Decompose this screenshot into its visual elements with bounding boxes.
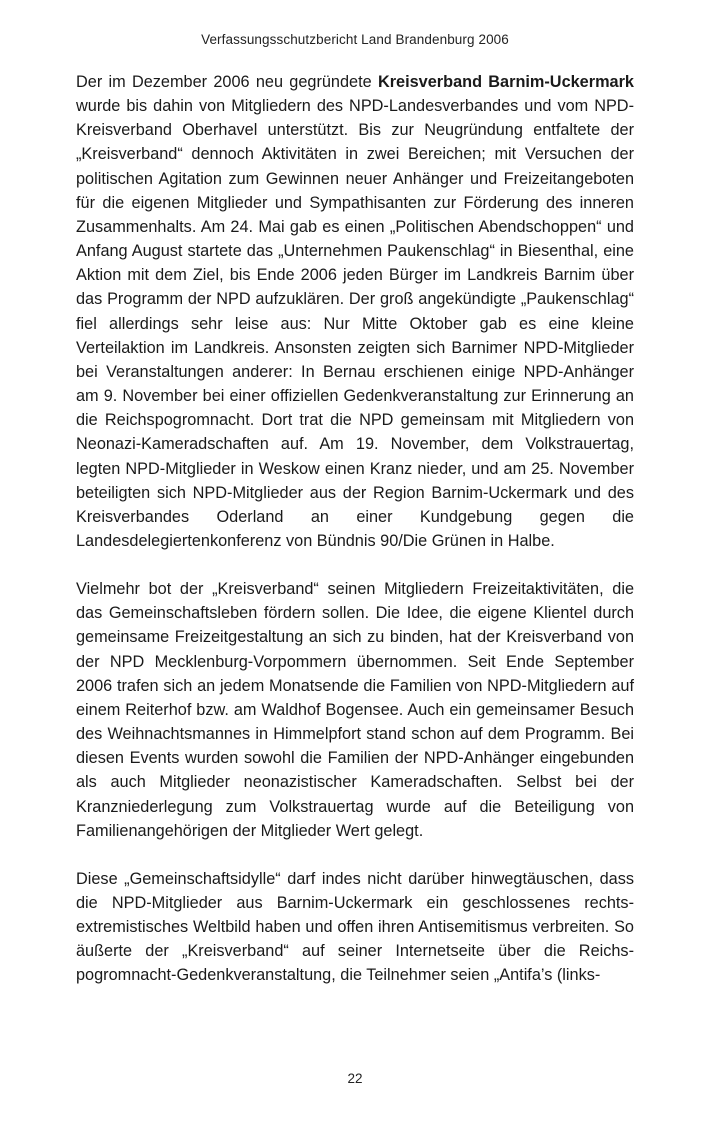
paragraph-1-intro: Der im Dezember 2006 neu gegründete — [76, 73, 378, 91]
body-text — [76, 70, 634, 988]
page-number: 22 — [347, 1071, 363, 1086]
paragraph-1-text: wurde bis dahin von Mitgliedern des NPD-Landesverbandes und vom NPD-Kreisverband Oberhavel unterstützt. Bis zur Neugründung entfaltete der „Kreisverband“ dennoch Aktivitäten in zwei Bereichen; mit Versuchen der politischen Agitation zum Gewinnen neuer Anhänger und Freizeitangeboten für die eigenen Mitglieder und Sympathisanten zur Förderung des inneren Zusammenhalts. Am 24. Mai gab es einen „Politischen Abendschoppen“ und Anfang August startete das „Unternehmen Paukenschlag“ in Biesenthal, eine Aktion mit dem Ziel, bis Ende 2006 jeden Bürger im Landkreis Barnim über das Programm der NPD aufzuklären. Der groß angekündigte „Paukenschlag“ fiel allerdings sehr leise aus: Nur Mitte Oktober gab es eine kleine Verteilaktion im Landkreis. Ansonsten zeigten sich Barnimer NPD-Mitglieder bei Veranstaltungen anderer: In Bernau erschienen einige NPD-Anhänger am 9. November bei einer offiziellen Gedenkveranstaltung zur Erinnerung an die Reichspogromnacht. Dort trat die NPD gemeinsam mit Mitgliedern von Neonazi-Kameradschaften auf. Am 19. November, dem Volkstrauertag, legten NPD-Mitglieder in Weskow einen Kranz nieder, und am 25. November beteiligten sich NPD-Mitglieder aus der Region Barnim-Uckermark und des Kreisverbandes Oderland an einer Kundgebung gegen die Landesdelegiertenkonferenz von Bündnis 90/Die Grünen in Halbe. — [76, 97, 634, 550]
paragraph-1-bold-term: Kreisverband Barnim-Uckermark — [377, 73, 634, 91]
paragraph-1 — [76, 70, 634, 553]
paragraph-3: Diese „Gemeinschaftsidylle“ darf indes nicht darüber hinwegtäuschen, dass die NPD-Mitglieder aus Barnim-Uckermark ein geschlossenes rechtsextremistisches Weltbild haben und offen ihren Antisemitismus verbreiten. So äußerte der „Kreisverband“ auf seiner Internetseite über die Reichspogromnacht-Gedenkveranstaltung, die Teilnehmer seien „Antifa’s (links- — [76, 869, 634, 985]
running-header: Verfassungsschutzbericht Land Brandenburg 2006 — [201, 32, 509, 47]
paragraph-2: Vielmehr bot der „Kreisverband“ seinen Mitgliedern Freizeitaktivitäten, die das Gemeinschaftsleben fördern sollen. Die Idee, die eigene Klientel durch gemeinsame Freizeitgestaltung an sich zu binden, hat der Kreisverband von der NPD Mecklenburg-Vorpommern übernommen. Seit Ende September 2006 trafen sich an jedem Monatsende die Familien von NPD-Mitgliedern auf einem Reiterhof bzw. am Waldhof Bogensee. Auch ein gemeinsamer Besuch des Weihnachtsmannes in Himmelpfort stand schon auf dem Programm. Bei diesen Events wurden sowohl die Familien der NPD-Anhänger eingebunden als auch Mitglieder neonazistischer Kameradschaften. Selbst bei der Kranzniederlegung zum Volkstrauertag wurde auf die Beteiligung von Familienangehörigen der Mitglieder Wert gelegt. — [76, 580, 634, 840]
